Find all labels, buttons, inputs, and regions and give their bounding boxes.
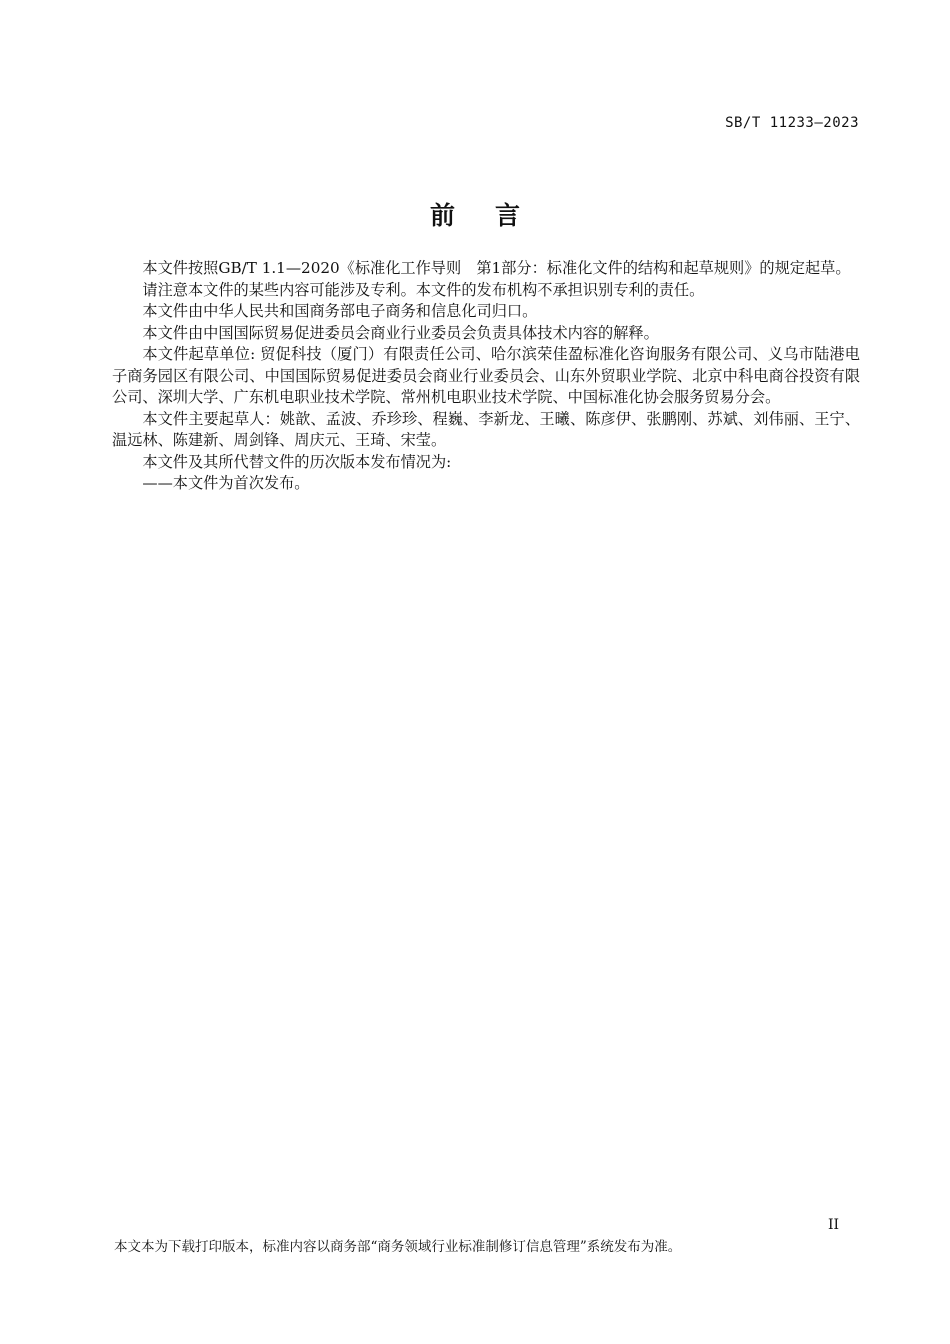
paragraph-version-history: 本文件及其所代替文件的历次版本发布情况为: xyxy=(142,452,452,471)
page-number: II xyxy=(827,1217,839,1233)
paragraph-first-release: ——本文件为首次发布。 xyxy=(142,474,310,492)
paragraph-drafting-units: 本文件起草单位: 贸促科技（厦门）有限责任公司、哈尔滨荣佳盈标准化咨询服务有限公司、义乌市陆港电子商务园区有限公司、中国国际贸易促进委员会商业行业委员会、山东外贸职业学院、北京中科电商谷投资有限公司、深圳大学、广东机电职业技术学院、常州机电职业技术学院、中国标准化协会服务贸易分会。 xyxy=(112,345,860,406)
section-title: 前言 xyxy=(429,201,560,230)
paragraph-patent-notice: 请注意本文件的某些内容可能涉及专利。本文件的发布机构不承担识别专利的责任。 xyxy=(142,280,705,299)
document-code: SB/T 11233—2023 xyxy=(725,115,859,131)
paragraph-administered-by: 本文件由中华人民共和国商务部电子商务和信息化司归口。 xyxy=(142,302,538,320)
paragraph-drafting-rules: 本文件按照GB/T 1.1—2020《标准化工作导则 第1部分：标准化文件的结构和起草规则》的规定起草。 xyxy=(142,259,851,277)
paragraph-drafters: 本文件主要起草人：姚歆、孟波、乔珍珍、程巍、李新龙、王曦、陈彦伊、张鹏刚、苏斌、刘伟丽、王宁、温远林、陈建新、周剑锋、周庆元、王琦、宋莹。 xyxy=(112,409,860,449)
footer-note: 本文本为下载打印版本，标准内容以商务部“商务领域行业标准制修订信息管理”系统发布为准。 xyxy=(114,1239,682,1255)
paragraph-interpretation: 本文件由中国国际贸易促进委员会商业行业委员会负责具体技术内容的解释。 xyxy=(142,323,659,342)
foreword-body xyxy=(112,258,860,495)
